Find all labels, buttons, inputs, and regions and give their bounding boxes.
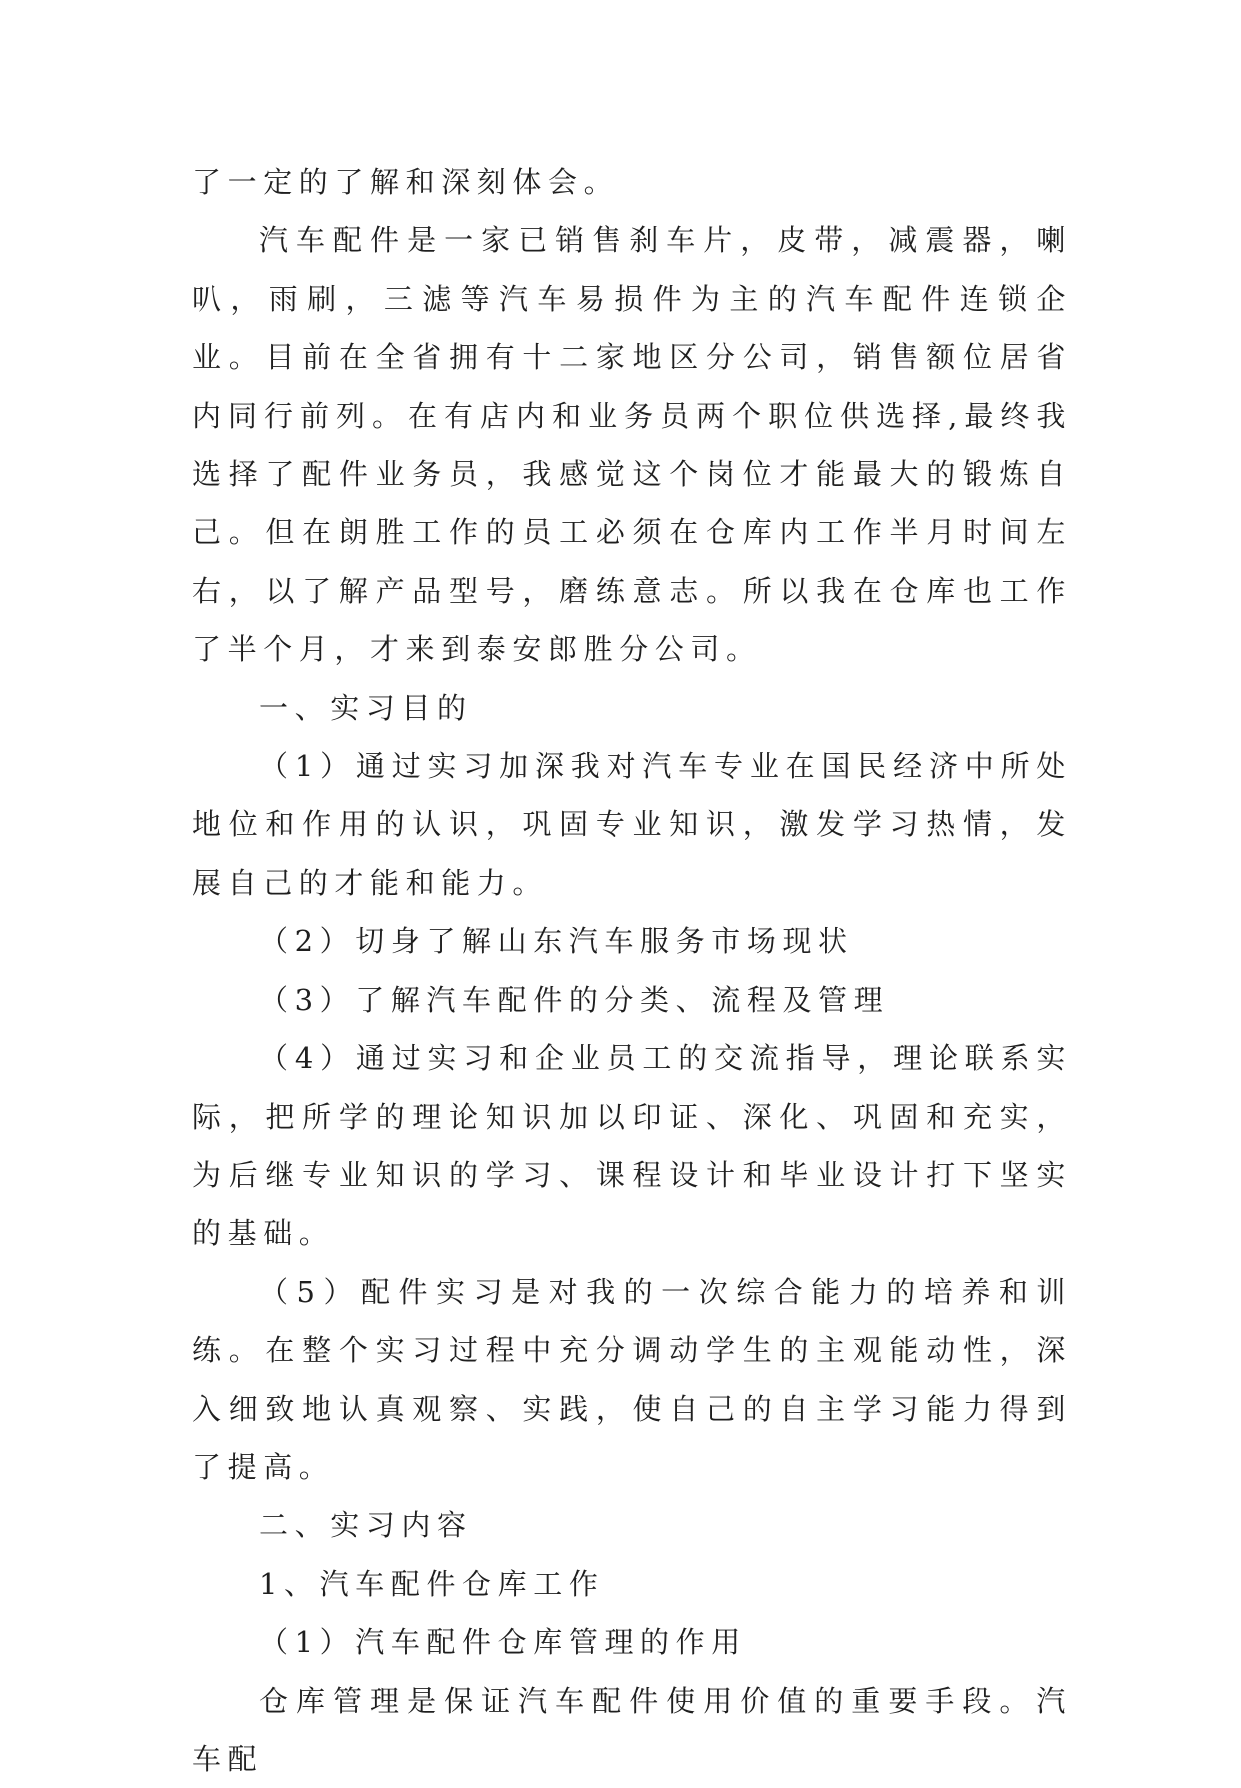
section-heading-1: 一、实习目的	[259, 690, 473, 725]
paragraph-5: （3）了解汽车配件的分类、流程及管理	[259, 982, 890, 1017]
subsection-heading-2: （1）汽车配件仓库管理的作用	[259, 1625, 747, 1660]
paragraph-7: （5）配件实习是对我的一次综合能力的培养和训练。在整个实习过程中充分调动学生的主观能动性，深入细致地认真观察、实践，使自己的自主学习能力得到了提高。	[192, 1274, 1072, 1484]
paragraph-8: 仓库管理是保证汽车配件使用价值的重要手段。汽车配	[192, 1683, 1072, 1776]
paragraph-2: 汽车配件是一家已销售刹车片，皮带，减震器，喇叭，雨刷，三滤等汽车易损件为主的汽车配件连锁企业。目前在全省拥有十二家地区分公司，销售额位居省内同行前列。在有店内和业务员两个职位供选择,最终我选择了配件业务员，我感觉这个岗位才能最大的锻炼自己。但在朗胜工作的员工必须在仓库内工作半月时间左右，以了解产品型号，磨练意志。所以我在仓库也工作了半个月，才来到泰安郎胜分公司。	[192, 223, 1072, 667]
body-text	[192, 153, 1072, 1788]
subsection-heading-1: 1、汽车配件仓库工作	[259, 1566, 605, 1601]
paragraph-6: （4）通过实习和企业员工的交流指导，理论联系实际，把所学的理论知识加以印证、深化、巩固和充实，为后继专业知识的学习、课程设计和毕业设计打下坚实的基础。	[192, 1041, 1072, 1251]
section-heading-2: 二、实习内容	[259, 1508, 473, 1543]
paragraph-3: （1）通过实习加深我对汽车专业在国民经济中所处地位和作用的认识，巩固专业知识，激发学习热情，发展自己的才能和能力。	[192, 749, 1072, 900]
paragraph-4: （2）切身了解山东汽车服务市场现状	[259, 924, 854, 959]
paragraph-1: 了一定的了解和深刻体会。	[192, 165, 620, 199]
